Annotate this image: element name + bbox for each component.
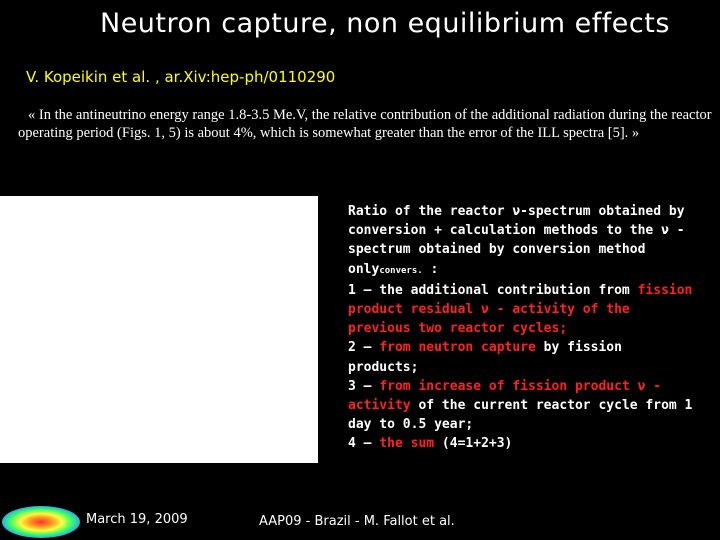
figure-image-placeholder	[0, 196, 318, 463]
footer-conference: AAP09 - Brazil - M. Fallot et al.	[259, 514, 455, 529]
caption-item-4-suffix: (4=1+2+3)	[434, 436, 513, 452]
caption-item-3-suffix: of the current reactor cycle from 1 day to 0.5 year;	[348, 398, 693, 433]
caption-item-2-highlight: from neutron capture	[379, 340, 536, 356]
caption-intro: Ratio of the reactor ν-spectrum obtained by conversion + calculation methods to the ν - spectrum obtained by conversion method only	[348, 204, 685, 277]
caption-item-3-highlight: from increase of fission product ν - activity	[348, 378, 662, 414]
caption-item-2-suffix: by fission products;	[348, 340, 622, 375]
caption-item-1-highlight: fission product residual ν - activity of the previous two reactor cycles;	[348, 282, 693, 337]
footer-date: March 19, 2009	[86, 512, 188, 527]
figure-caption	[348, 202, 700, 454]
caption-item-3-prefix: 3 –	[348, 378, 380, 394]
caption-intro-end: :	[422, 261, 439, 277]
reference-citation: V. Kopeikin et al. , ar.Xiv:hep-ph/0110290	[26, 68, 336, 86]
quote-paragraph: « In the antineutrino energy range 1.8-3.5 Me.V, the relative contribution of the additional radiation during the reactor operating period (Figs. 1, 5) is about 4%, which is somewhat greater than the error of the ILL spectra [5]. »	[18, 107, 712, 141]
conference-logo	[2, 506, 80, 538]
slide-title: Neutron capture, non equilibrium effects	[100, 8, 670, 39]
caption-item-4-highlight: the sum	[379, 436, 435, 452]
caption-subscript: convers.	[379, 265, 423, 276]
caption-item-1-prefix: 1 – the additional contribution from	[348, 282, 638, 298]
caption-item-2-prefix: 2 –	[348, 340, 380, 356]
caption-item-4-prefix: 4 –	[348, 436, 380, 452]
